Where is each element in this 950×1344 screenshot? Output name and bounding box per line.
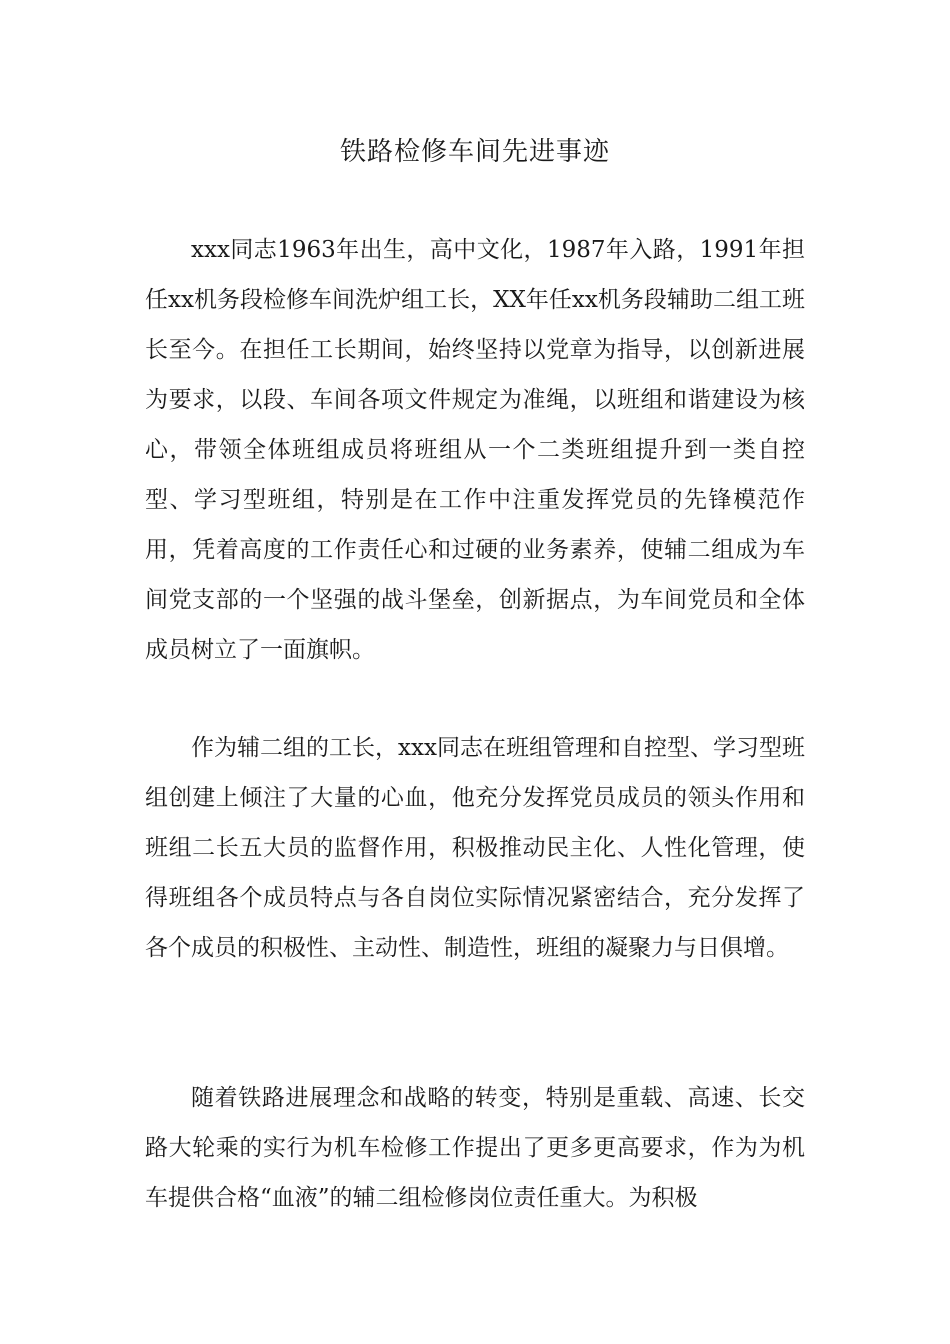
document-title: 铁路检修车间先进事迹 (339, 137, 610, 167)
paragraph-2: 作为辅二组的工长，xxx同志在班组管理和自控型、学习型班组创建上倾注了大量的心血，他充分发挥党员成员的领头作用和班组二长五大员的监督作用，积极推动民主化、人性化管理，使得班组各个成员特点与各自岗位实际情况紧密结合，充分发挥了各个成员的积极性、主动性、制造性，班组的凝聚力与日俱增。 (145, 735, 805, 961)
paragraph-3: 随着铁路进展理念和战略的转变，特别是重载、高速、长交路大轮乘的实行为机车检修工作提出了更多更高要求，作为为机车提供合格“血液”的辅二组检修岗位责任重大。为积极 (145, 1085, 805, 1211)
paragraph-1: xxx同志1963年出生，高中文化，1987年入路，1991年担任xx机务段检修车间洗炉组工长，XX年任xx机务段辅助二组工班长至今。在担任工长期间，始终坚持以党章为指导，以创新进展为要求，以段、车间各项文件规定为准绳，以班组和谐建设为核心，带领全体班组成员将班组从一个二类班组提升到一类自控型、学习型班组，特别是在工作中注重发挥党员的先锋模范作用，凭着高度的工作责任心和过硬的业务素养，使辅二组成为车间党支部的一个坚强的战斗堡垒，创新据点，为车间党员和全体成员树立了一面旗帜。 (145, 237, 805, 663)
